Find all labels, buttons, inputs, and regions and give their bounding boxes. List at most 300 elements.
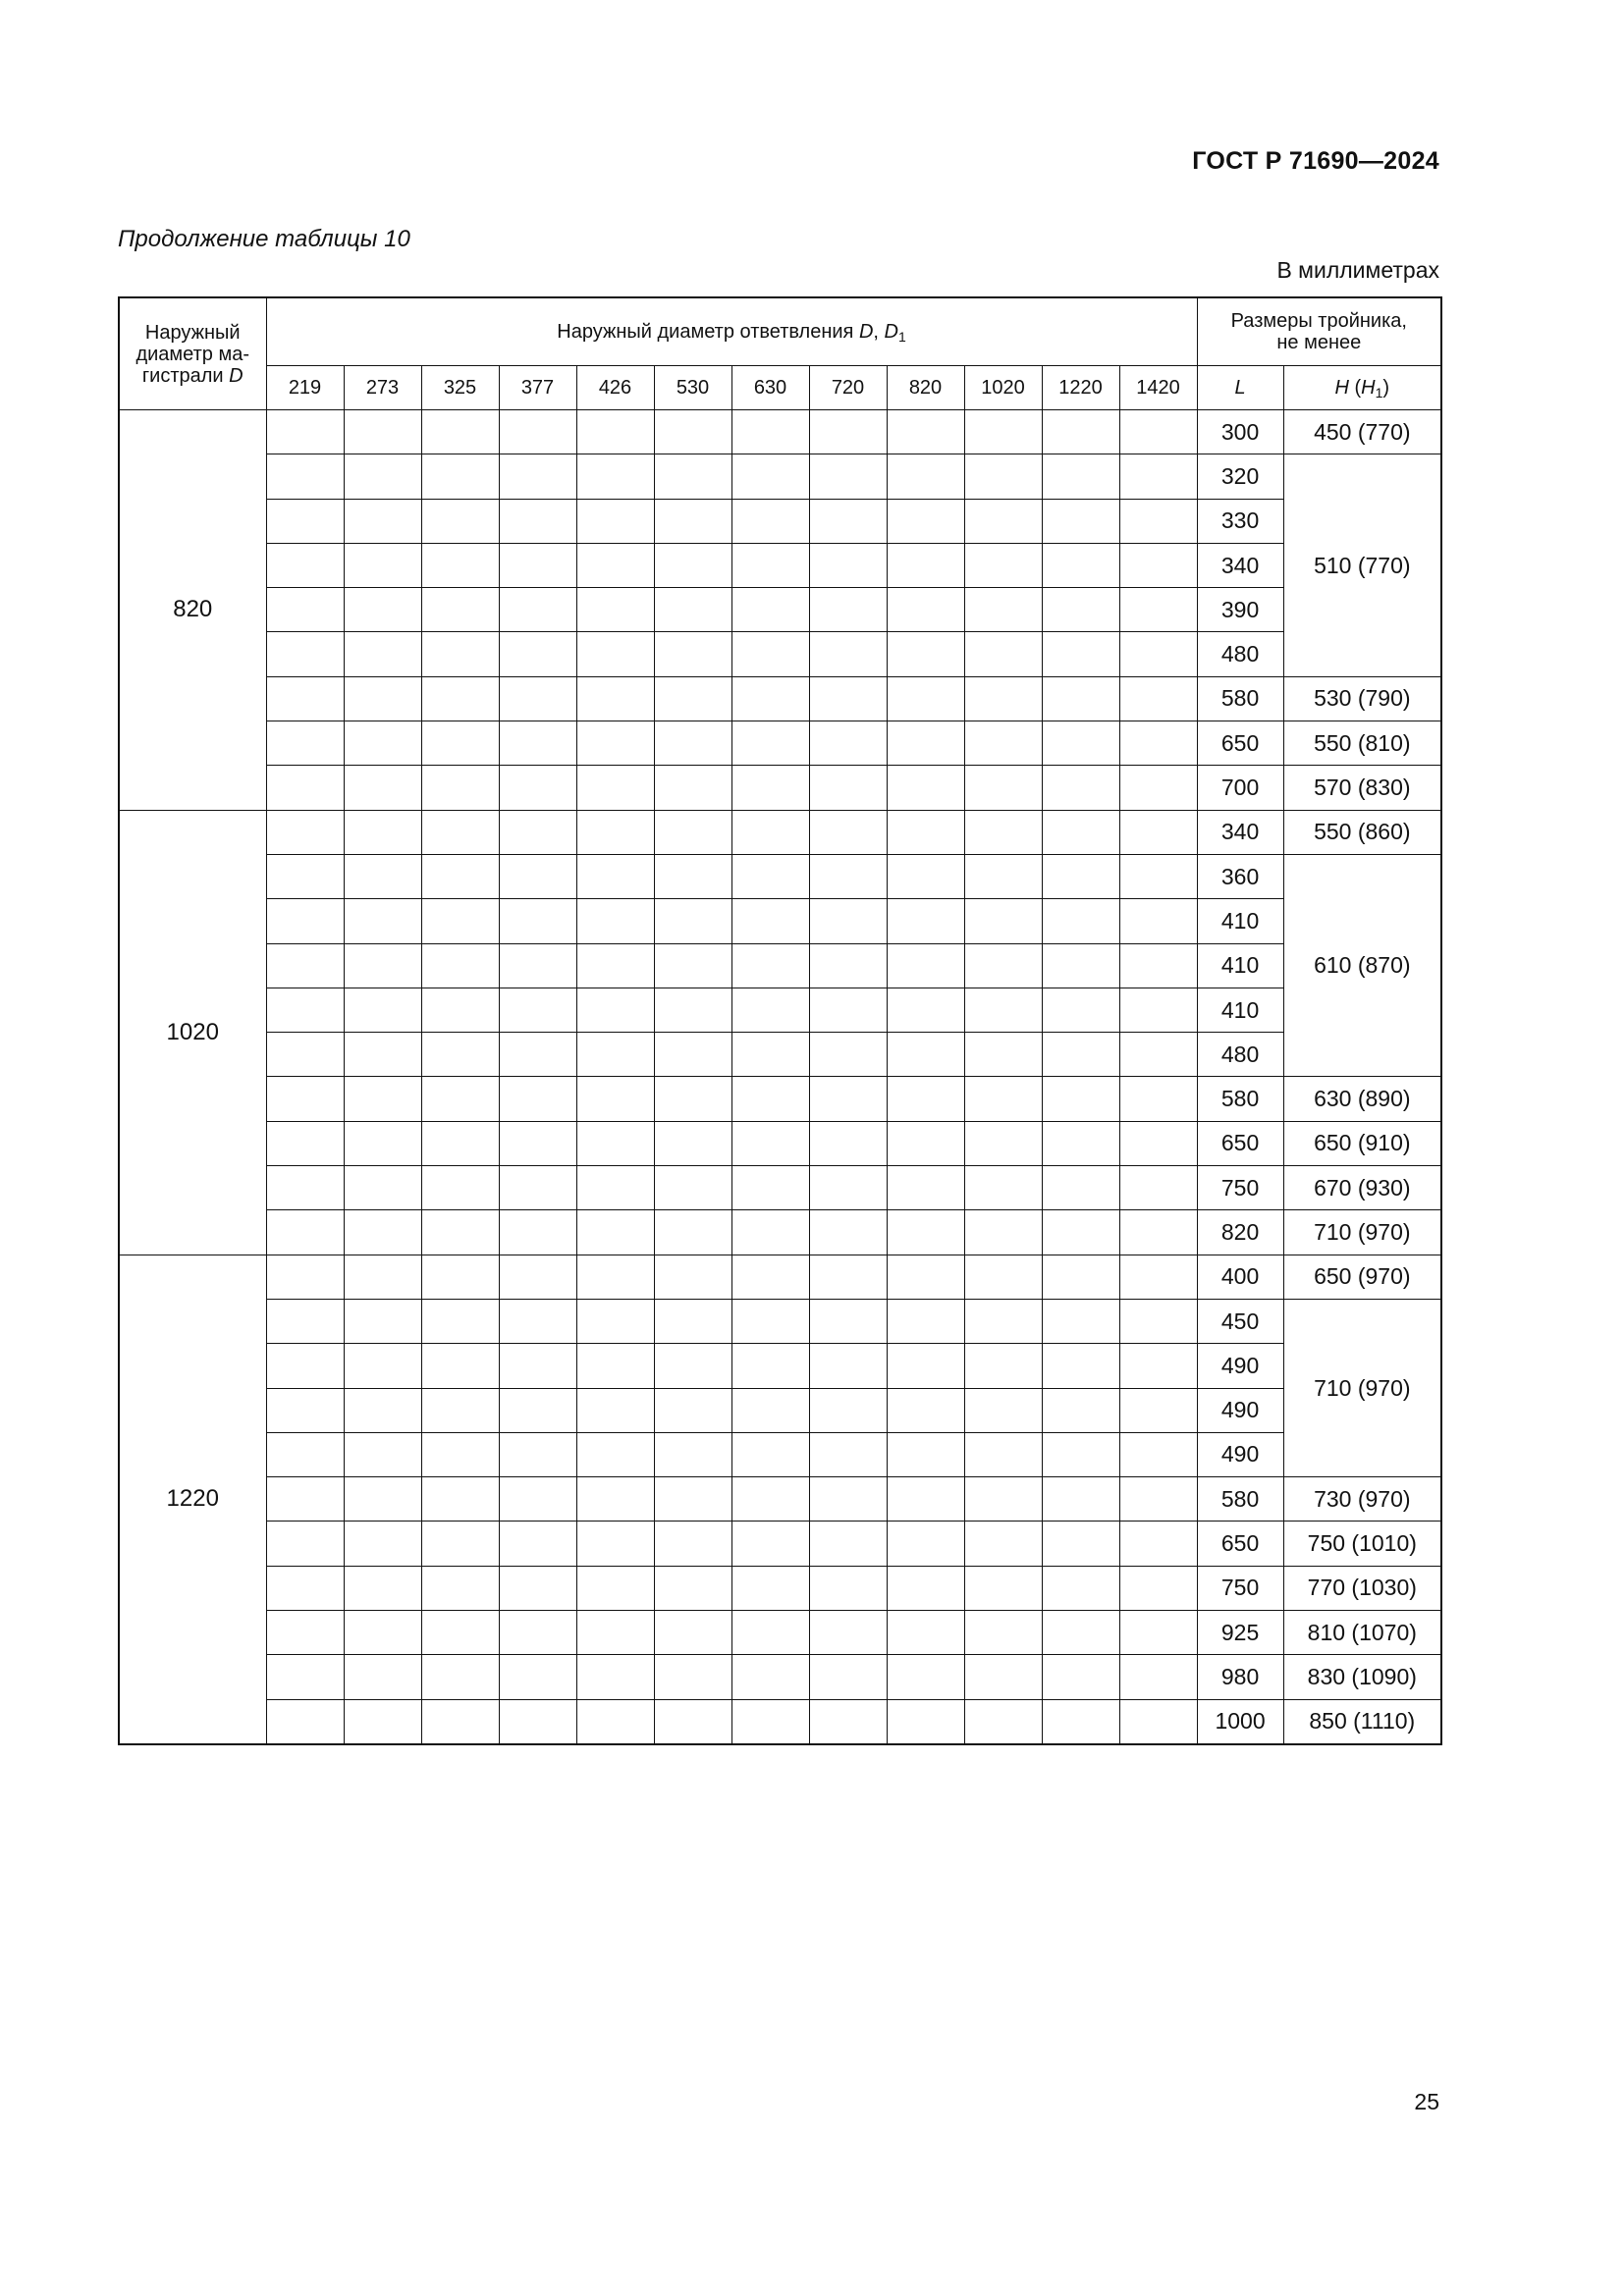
branch-cell bbox=[654, 588, 731, 632]
table-row bbox=[119, 988, 1441, 1032]
units-note: В миллиметрах bbox=[1276, 257, 1439, 283]
table-row bbox=[119, 454, 1441, 499]
header-main-diameter: Наружный диаметр ма- гистрали D bbox=[119, 297, 266, 410]
branch-cell bbox=[1042, 1566, 1119, 1610]
branch-cell bbox=[266, 632, 344, 676]
branch-cell bbox=[654, 988, 731, 1032]
branch-cell bbox=[1042, 1299, 1119, 1343]
branch-cell bbox=[344, 1344, 421, 1388]
branch-cell bbox=[266, 588, 344, 632]
branch-cell bbox=[654, 1388, 731, 1432]
branch-cell bbox=[887, 943, 964, 988]
branch-cell bbox=[576, 588, 654, 632]
branch-cell bbox=[654, 1166, 731, 1210]
branch-cell bbox=[809, 1566, 887, 1610]
branch-cell bbox=[266, 1166, 344, 1210]
header-branch-720: 720 bbox=[809, 366, 887, 410]
branch-cell bbox=[809, 1210, 887, 1255]
branch-cell bbox=[809, 854, 887, 898]
branch-cell bbox=[1042, 588, 1119, 632]
branch-cell bbox=[576, 988, 654, 1032]
branch-cell bbox=[344, 943, 421, 988]
branch-cell bbox=[1042, 1477, 1119, 1522]
branch-cell bbox=[654, 899, 731, 943]
branch-cell bbox=[266, 1566, 344, 1610]
branch-cell bbox=[731, 454, 809, 499]
branch-cell bbox=[731, 810, 809, 854]
branch-cell bbox=[731, 1077, 809, 1121]
branch-cell bbox=[499, 1699, 576, 1744]
branch-cell bbox=[1042, 543, 1119, 587]
branch-cell bbox=[576, 676, 654, 721]
branch-cell bbox=[421, 454, 499, 499]
branch-cell bbox=[964, 721, 1042, 766]
branch-cell bbox=[809, 1166, 887, 1210]
branch-cell bbox=[266, 810, 344, 854]
branch-cell bbox=[576, 1699, 654, 1744]
branch-cell bbox=[964, 588, 1042, 632]
length-L-cell: 650 bbox=[1197, 1121, 1283, 1165]
branch-cell bbox=[654, 632, 731, 676]
branch-cell bbox=[344, 1611, 421, 1655]
branch-cell bbox=[421, 1210, 499, 1255]
branch-cell bbox=[499, 1121, 576, 1165]
branch-cell bbox=[809, 499, 887, 543]
branch-cell bbox=[344, 988, 421, 1032]
branch-cell bbox=[1042, 766, 1119, 810]
table-row bbox=[119, 1210, 1441, 1255]
branch-cell bbox=[499, 1655, 576, 1699]
branch-cell bbox=[499, 543, 576, 587]
table-row bbox=[119, 1699, 1441, 1744]
branch-cell bbox=[964, 410, 1042, 454]
height-H-cell: 510 (770) bbox=[1283, 454, 1441, 676]
table-row bbox=[119, 766, 1441, 810]
length-L-cell: 1000 bbox=[1197, 1699, 1283, 1744]
branch-cell bbox=[731, 899, 809, 943]
length-L-cell: 480 bbox=[1197, 1033, 1283, 1077]
branch-cell bbox=[654, 1121, 731, 1165]
branch-cell bbox=[1042, 410, 1119, 454]
branch-cell bbox=[809, 1388, 887, 1432]
branch-cell bbox=[1119, 543, 1197, 587]
branch-cell bbox=[731, 1166, 809, 1210]
branch-cell bbox=[1042, 899, 1119, 943]
length-L-cell: 580 bbox=[1197, 676, 1283, 721]
branch-cell bbox=[499, 1255, 576, 1299]
branch-cell bbox=[576, 499, 654, 543]
table-row bbox=[119, 632, 1441, 676]
branch-cell bbox=[344, 1477, 421, 1522]
table-row bbox=[119, 1388, 1441, 1432]
branch-cell bbox=[809, 899, 887, 943]
branch-cell bbox=[499, 676, 576, 721]
branch-cell bbox=[499, 721, 576, 766]
branch-cell bbox=[964, 1210, 1042, 1255]
standard-code: ГОСТ Р 71690—2024 bbox=[1192, 147, 1439, 175]
branch-cell bbox=[344, 1699, 421, 1744]
branch-cell bbox=[964, 1077, 1042, 1121]
branch-cell bbox=[1042, 1699, 1119, 1744]
branch-cell bbox=[576, 1611, 654, 1655]
branch-cell bbox=[576, 1166, 654, 1210]
branch-cell bbox=[499, 810, 576, 854]
branch-cell bbox=[964, 1388, 1042, 1432]
branch-cell bbox=[1119, 1344, 1197, 1388]
branch-cell bbox=[344, 1432, 421, 1476]
length-L-cell: 700 bbox=[1197, 766, 1283, 810]
branch-cell bbox=[809, 988, 887, 1032]
branch-cell bbox=[421, 1077, 499, 1121]
branch-cell bbox=[731, 1477, 809, 1522]
branch-cell bbox=[1119, 1655, 1197, 1699]
branch-cell bbox=[266, 1477, 344, 1522]
branch-cell bbox=[1119, 410, 1197, 454]
branch-cell bbox=[654, 410, 731, 454]
branch-cell bbox=[576, 1522, 654, 1566]
page-number: 25 bbox=[1414, 2089, 1439, 2114]
branch-cell bbox=[887, 854, 964, 898]
branch-cell bbox=[421, 676, 499, 721]
branch-cell bbox=[499, 766, 576, 810]
header-L: L bbox=[1197, 366, 1283, 410]
branch-cell bbox=[964, 899, 1042, 943]
height-H-cell: 450 (770) bbox=[1283, 410, 1441, 454]
branch-cell bbox=[731, 632, 809, 676]
header-branch-219: 219 bbox=[266, 366, 344, 410]
table-row bbox=[119, 1299, 1441, 1343]
branch-cell bbox=[1119, 1611, 1197, 1655]
branch-cell bbox=[887, 410, 964, 454]
branch-cell bbox=[421, 1611, 499, 1655]
branch-cell bbox=[576, 1477, 654, 1522]
length-L-cell: 980 bbox=[1197, 1655, 1283, 1699]
table-row bbox=[119, 1432, 1441, 1476]
branch-cell bbox=[964, 454, 1042, 499]
branch-cell bbox=[887, 632, 964, 676]
height-H-cell: 850 (1110) bbox=[1283, 1699, 1441, 1744]
height-H-cell: 710 (970) bbox=[1283, 1299, 1441, 1476]
length-L-cell: 340 bbox=[1197, 810, 1283, 854]
branch-cell bbox=[344, 1033, 421, 1077]
branch-cell bbox=[1042, 810, 1119, 854]
branch-cell bbox=[421, 588, 499, 632]
branch-cell bbox=[1042, 1077, 1119, 1121]
branch-cell bbox=[499, 1299, 576, 1343]
header-branch-820: 820 bbox=[887, 366, 964, 410]
branch-cell bbox=[266, 676, 344, 721]
height-H-cell: 730 (970) bbox=[1283, 1477, 1441, 1522]
branch-cell bbox=[1119, 810, 1197, 854]
branch-cell bbox=[266, 1432, 344, 1476]
branch-cell bbox=[887, 899, 964, 943]
branch-cell bbox=[731, 1611, 809, 1655]
branch-cell bbox=[964, 854, 1042, 898]
branch-cell bbox=[809, 721, 887, 766]
branch-cell bbox=[421, 943, 499, 988]
branch-cell bbox=[809, 1655, 887, 1699]
branch-cell bbox=[499, 454, 576, 499]
branch-cell bbox=[266, 899, 344, 943]
branch-cell bbox=[266, 1299, 344, 1343]
branch-cell bbox=[887, 1210, 964, 1255]
branch-cell bbox=[576, 1255, 654, 1299]
branch-cell bbox=[499, 1077, 576, 1121]
branch-cell bbox=[344, 1255, 421, 1299]
branch-cell bbox=[1042, 1611, 1119, 1655]
branch-cell bbox=[266, 499, 344, 543]
branch-cell bbox=[809, 1611, 887, 1655]
branch-cell bbox=[964, 1522, 1042, 1566]
branch-cell bbox=[1119, 1033, 1197, 1077]
branch-cell bbox=[1042, 1344, 1119, 1388]
branch-cell bbox=[1042, 1166, 1119, 1210]
branch-cell bbox=[809, 1477, 887, 1522]
branch-cell bbox=[344, 854, 421, 898]
branch-cell bbox=[266, 854, 344, 898]
branch-cell bbox=[731, 854, 809, 898]
branch-cell bbox=[654, 1477, 731, 1522]
branch-cell bbox=[964, 1121, 1042, 1165]
branch-cell bbox=[266, 766, 344, 810]
branch-cell bbox=[731, 588, 809, 632]
table-row bbox=[119, 499, 1441, 543]
branch-cell bbox=[499, 943, 576, 988]
branch-cell bbox=[654, 810, 731, 854]
branch-cell bbox=[499, 1210, 576, 1255]
branch-cell bbox=[654, 1077, 731, 1121]
branch-cell bbox=[887, 1566, 964, 1610]
table-row bbox=[119, 543, 1441, 587]
branch-cell bbox=[421, 1388, 499, 1432]
header-branch-273: 273 bbox=[344, 366, 421, 410]
branch-cell bbox=[1042, 988, 1119, 1032]
branch-cell bbox=[1119, 454, 1197, 499]
branch-cell bbox=[731, 1255, 809, 1299]
length-L-cell: 410 bbox=[1197, 988, 1283, 1032]
table-row bbox=[119, 854, 1441, 898]
branch-cell bbox=[1042, 1655, 1119, 1699]
branch-cell bbox=[344, 1655, 421, 1699]
header-branch-426: 426 bbox=[576, 366, 654, 410]
length-L-cell: 820 bbox=[1197, 1210, 1283, 1255]
branch-cell bbox=[1119, 1477, 1197, 1522]
table-row bbox=[119, 721, 1441, 766]
branch-cell bbox=[654, 721, 731, 766]
branch-cell bbox=[654, 454, 731, 499]
branch-cell bbox=[421, 1166, 499, 1210]
branch-cell bbox=[887, 588, 964, 632]
branch-cell bbox=[887, 1477, 964, 1522]
branch-cell bbox=[576, 543, 654, 587]
branch-cell bbox=[421, 721, 499, 766]
length-L-cell: 650 bbox=[1197, 721, 1283, 766]
branch-cell bbox=[809, 1522, 887, 1566]
branch-cell bbox=[809, 588, 887, 632]
branch-cell bbox=[887, 1166, 964, 1210]
branch-cell bbox=[654, 543, 731, 587]
branch-cell bbox=[499, 410, 576, 454]
branch-cell bbox=[731, 943, 809, 988]
table-row bbox=[119, 810, 1441, 854]
branch-cell bbox=[964, 1477, 1042, 1522]
branch-cell bbox=[731, 1655, 809, 1699]
branch-cell bbox=[421, 1033, 499, 1077]
header-branch-325: 325 bbox=[421, 366, 499, 410]
length-L-cell: 925 bbox=[1197, 1611, 1283, 1655]
height-H-cell: 650 (910) bbox=[1283, 1121, 1441, 1165]
height-H-cell: 810 (1070) bbox=[1283, 1611, 1441, 1655]
branch-cell bbox=[731, 766, 809, 810]
branch-cell bbox=[266, 1033, 344, 1077]
branch-cell bbox=[731, 1210, 809, 1255]
branch-cell bbox=[809, 410, 887, 454]
branch-cell bbox=[266, 1077, 344, 1121]
branch-cell bbox=[499, 499, 576, 543]
branch-cell bbox=[1119, 1299, 1197, 1343]
branch-cell bbox=[1042, 1121, 1119, 1165]
branch-cell bbox=[964, 1255, 1042, 1299]
branch-cell bbox=[964, 943, 1042, 988]
length-L-cell: 400 bbox=[1197, 1255, 1283, 1299]
table-row bbox=[119, 1077, 1441, 1121]
branch-cell bbox=[731, 988, 809, 1032]
length-L-cell: 490 bbox=[1197, 1344, 1283, 1388]
branch-cell bbox=[576, 1566, 654, 1610]
branch-cell bbox=[964, 632, 1042, 676]
branch-cell bbox=[421, 1255, 499, 1299]
branch-cell bbox=[887, 1432, 964, 1476]
branch-cell bbox=[499, 632, 576, 676]
branch-cell bbox=[1042, 854, 1119, 898]
branch-cell bbox=[654, 1210, 731, 1255]
branch-cell bbox=[344, 899, 421, 943]
branch-cell bbox=[266, 1611, 344, 1655]
branch-cell bbox=[654, 1033, 731, 1077]
length-L-cell: 340 bbox=[1197, 543, 1283, 587]
length-L-cell: 300 bbox=[1197, 410, 1283, 454]
branch-cell bbox=[731, 1566, 809, 1610]
branch-cell bbox=[1119, 1077, 1197, 1121]
height-H-cell: 630 (890) bbox=[1283, 1077, 1441, 1121]
branch-cell bbox=[576, 1210, 654, 1255]
length-L-cell: 360 bbox=[1197, 854, 1283, 898]
branch-cell bbox=[887, 499, 964, 543]
branch-cell bbox=[654, 1655, 731, 1699]
branch-cell bbox=[576, 899, 654, 943]
branch-cell bbox=[809, 1432, 887, 1476]
branch-cell bbox=[344, 1210, 421, 1255]
branch-cell bbox=[1042, 676, 1119, 721]
branch-cell bbox=[1119, 1699, 1197, 1744]
branch-cell bbox=[887, 1388, 964, 1432]
branch-cell bbox=[344, 1566, 421, 1610]
branch-cell bbox=[654, 499, 731, 543]
branch-cell bbox=[1119, 676, 1197, 721]
branch-cell bbox=[809, 1255, 887, 1299]
branch-cell bbox=[1119, 1166, 1197, 1210]
branch-cell bbox=[266, 988, 344, 1032]
table-row bbox=[119, 588, 1441, 632]
header-branch-1420: 1420 bbox=[1119, 366, 1197, 410]
branch-cell bbox=[344, 499, 421, 543]
branch-cell bbox=[344, 1077, 421, 1121]
branch-cell bbox=[964, 1299, 1042, 1343]
branch-cell bbox=[731, 721, 809, 766]
branch-cell bbox=[1042, 1522, 1119, 1566]
height-H-cell: 550 (860) bbox=[1283, 810, 1441, 854]
table-body bbox=[119, 410, 1441, 1744]
branch-cell bbox=[654, 1566, 731, 1610]
height-H-cell: 550 (810) bbox=[1283, 721, 1441, 766]
table-row bbox=[119, 1477, 1441, 1522]
branch-cell bbox=[344, 454, 421, 499]
branch-cell bbox=[809, 1299, 887, 1343]
branch-cell bbox=[576, 943, 654, 988]
branch-cell bbox=[654, 943, 731, 988]
branch-cell bbox=[499, 1166, 576, 1210]
branch-cell bbox=[887, 543, 964, 587]
branch-cell bbox=[344, 1388, 421, 1432]
branch-cell bbox=[499, 1344, 576, 1388]
branch-cell bbox=[964, 766, 1042, 810]
branch-cell bbox=[809, 454, 887, 499]
header-branch-diameter: Наружный диаметр ответвления D, $D_1$ bbox=[266, 297, 1197, 366]
branch-cell bbox=[421, 810, 499, 854]
branch-cell bbox=[576, 1388, 654, 1432]
branch-cell bbox=[1119, 632, 1197, 676]
branch-cell bbox=[1042, 499, 1119, 543]
branch-cell bbox=[964, 988, 1042, 1032]
table-row bbox=[119, 943, 1441, 988]
branch-cell bbox=[887, 766, 964, 810]
branch-cell bbox=[576, 810, 654, 854]
branch-cell bbox=[1119, 1388, 1197, 1432]
length-L-cell: 450 bbox=[1197, 1299, 1283, 1343]
main-diameter-cell: 1020 bbox=[119, 810, 266, 1255]
branch-cell bbox=[654, 1344, 731, 1388]
branch-cell bbox=[266, 1344, 344, 1388]
branch-cell bbox=[576, 1655, 654, 1699]
branch-cell bbox=[421, 1432, 499, 1476]
branch-cell bbox=[266, 410, 344, 454]
header-branch-1020: 1020 bbox=[964, 366, 1042, 410]
branch-cell bbox=[344, 721, 421, 766]
branch-cell bbox=[266, 1655, 344, 1699]
branch-cell bbox=[964, 499, 1042, 543]
branch-cell bbox=[266, 543, 344, 587]
branch-cell bbox=[344, 1121, 421, 1165]
branch-cell bbox=[654, 1522, 731, 1566]
length-L-cell: 410 bbox=[1197, 899, 1283, 943]
height-H-cell: 710 (970) bbox=[1283, 1210, 1441, 1255]
branch-cell bbox=[1119, 943, 1197, 988]
branch-cell bbox=[576, 766, 654, 810]
branch-cell bbox=[809, 943, 887, 988]
branch-cell bbox=[809, 1344, 887, 1388]
branch-cell bbox=[1119, 1522, 1197, 1566]
header-H: H $(H_1)$ bbox=[1283, 366, 1441, 410]
table-row bbox=[119, 1166, 1441, 1210]
length-L-cell: 490 bbox=[1197, 1388, 1283, 1432]
branch-cell bbox=[887, 1033, 964, 1077]
branch-cell bbox=[731, 1432, 809, 1476]
branch-cell bbox=[654, 676, 731, 721]
branch-cell bbox=[887, 1344, 964, 1388]
branch-cell bbox=[499, 1388, 576, 1432]
branch-cell bbox=[499, 1611, 576, 1655]
branch-cell bbox=[576, 1077, 654, 1121]
